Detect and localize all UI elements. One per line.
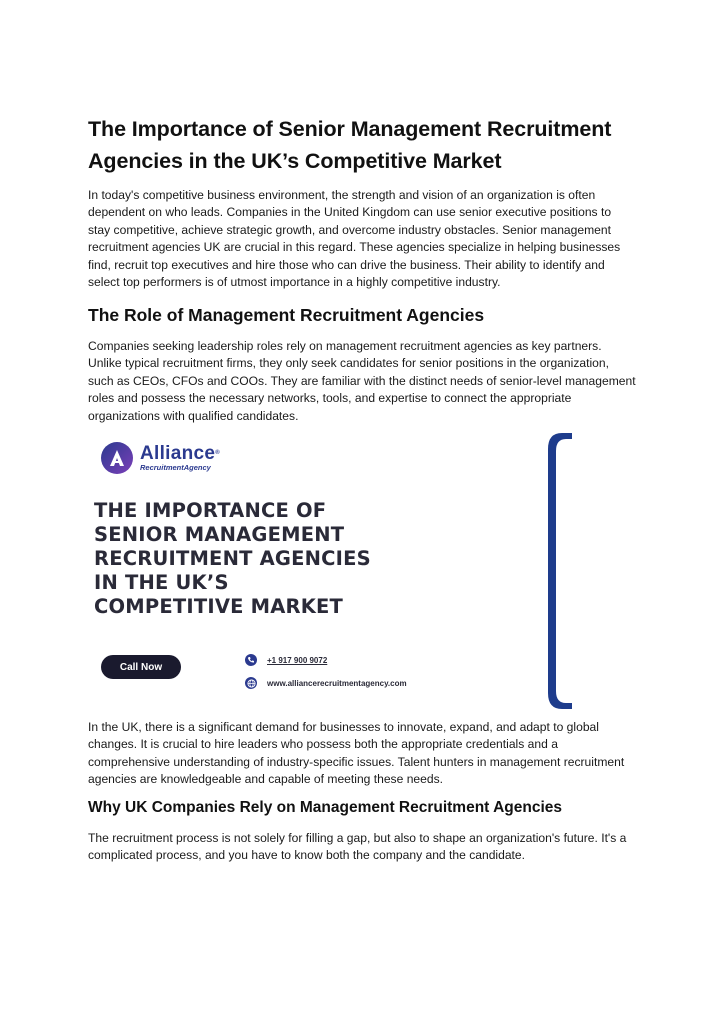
section-heading-why: Why UK Companies Rely on Management Recruitment Agencies — [88, 799, 562, 816]
banner-headline-line: RECRUITMENT AGENCIES — [94, 547, 371, 570]
role-paragraph: Companies seeking leadership roles rely on management recruitment agencies as key partners. Unlike typical recruitment firms, they only seek candidates for senior positions in the organization, such as CEOs, CFOs and COOs. They are familiar with the distinct needs of senior-level management roles and possess the necessary networks, tools, and expertise to connect the appropriate organizations with qualified candidates. — [88, 339, 636, 423]
phone-icon — [245, 654, 257, 666]
logo-subtitle: RecruitmentAgency — [140, 463, 211, 472]
section-heading-role: The Role of Management Recruitment Agencies — [88, 305, 485, 325]
process-paragraph: The recruitment process is not solely for filling a gap, but also to shape an organization's future. It's a complicated process, and you have to know both the company and the candidate. — [88, 831, 627, 863]
alliance-logo-icon — [100, 441, 134, 475]
demand-paragraph: In the UK, there is a significant demand for businesses to innovate, expand, and adapt to global changes. It is crucial to hire leaders who possess both the appropriate credentials and a comprehensive understanding of industry-specific issues. Talent hunters in management recruitment agencies are knowledgeable and capable of meeting these needs. — [88, 720, 625, 787]
globe-icon — [245, 677, 257, 689]
banner-headline-line: COMPETITIVE MARKET — [94, 595, 344, 618]
banner-headline-line: IN THE UK’S — [94, 571, 229, 594]
promo-banner-image — [88, 433, 636, 709]
phone-number: +1 917 900 9072 — [267, 655, 328, 665]
banner-headline-line: THE IMPORTANCE OF — [94, 499, 327, 522]
website-contact — [245, 677, 407, 689]
intro-paragraph: In today's competitive business environment, the strength and vision of an organization is often dependent on who leads. Companies in the United Kingdom can use senior executive positions to stay competitive, achieve strategic growth, and overcome industry obstacles. Senior management recruitment agencies UK are crucial in this regard. These agencies specialize in helping businesses find, recruit top executives and hire those who can drive the business. Their ability to identify and select top performers is of utmost importance in a highly competitive industry. — [88, 188, 621, 290]
banner-headline-line: SENIOR MANAGEMENT — [94, 523, 345, 546]
article-title: The Importance of Senior Management Recruitment Agencies in the UK’s Competitive Market — [88, 117, 612, 173]
logo-wordmark: Alliance® — [140, 443, 220, 464]
website-url: www.alliancerecruitmentagency.com — [267, 678, 407, 688]
brand-logo — [100, 441, 220, 475]
call-now-button[interactable]: Call Now — [101, 655, 181, 679]
phone-contact — [245, 654, 327, 666]
banner-headline — [94, 499, 434, 619]
blue-bracket-decoration — [548, 433, 572, 709]
